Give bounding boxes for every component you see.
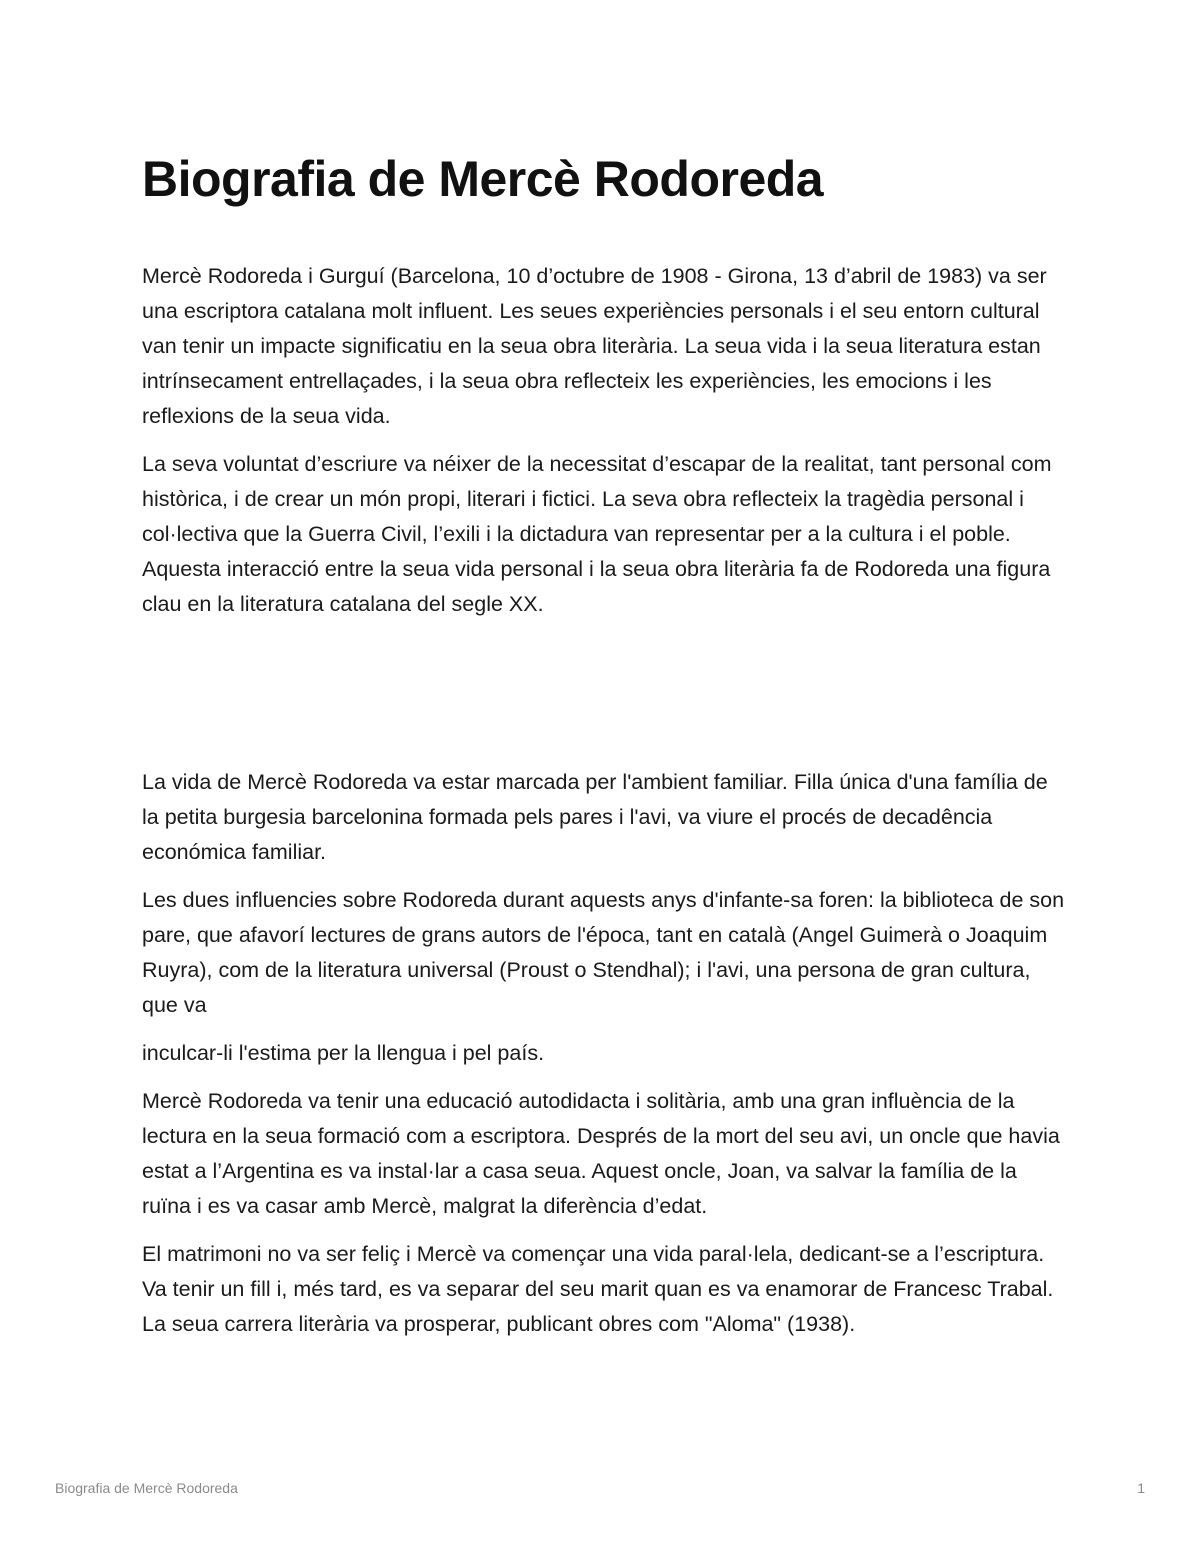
intro-section xyxy=(142,259,1067,622)
footer-title: Biografia de Mercè Rodoreda xyxy=(55,1480,238,1496)
page-number: 1 xyxy=(1137,1480,1145,1496)
page-title: Biografia de Mercè Rodoreda xyxy=(142,151,824,207)
paragraph: Mercè Rodoreda va tenir una educació autodidacta i solitària, amb una gran influència de la lectura en la seua formació com a escriptora. Després de la mort del seu avi, un oncle que havia estat a l’Argentina es va instal·lar a casa seua. Aquest oncle, Joan, va salvar la família de la ruïna i es va casar amb Mercè, malgrat la diferència d’edat. xyxy=(142,1089,1060,1218)
paragraph: La vida de Mercè Rodoreda va estar marcada per l'ambient familiar. Filla única d'una família de la petita burgesia barcelonina formada pels pares i l'avi, va viure el procés de decadência económica familiar. xyxy=(142,770,1048,864)
paragraph: Mercè Rodoreda i Gurguí (Barcelona, 10 d’octubre de 1908 - Girona, 13 d’abril de 1983) va ser una escriptora catalana molt influent. Les seues experiències personals i el seu entorn cultural van tenir un impacte significatiu en la seua obra literària. La seua vida i la seua literatura estan intrínsecament entrellaçades, i la seua obra reflecteix les experiències, les emocions i les reflexions de la seua vida. xyxy=(142,264,1047,428)
life-section xyxy=(142,765,1067,1342)
paragraph: Les dues influencies sobre Rodoreda durant aquests anys d'infante-sa foren: la biblioteca de son pare, que afavorí lectures de grans autors de l'época, tant en català (Angel Guimerà o Joaquim Ruyra), com de la literatura universal (Proust o Stendhal); i l'avi, una persona de gran cultura, que va xyxy=(142,888,1065,1017)
paragraph: inculcar-li l'estima per la llengua i pel país. xyxy=(142,1041,545,1065)
paragraph: El matrimoni no va ser feliç i Mercè va començar una vida paral·lela, dedicant-se a l’escriptura. Va tenir un fill i, més tard, es va separar del seu marit quan es va enamorar de Francesc Trabal. La seua carrera literària va prosperar, publicant obres com "Aloma" (1938). xyxy=(142,1242,1054,1336)
paragraph: La seva voluntat d’escriure va néixer de la necessitat d’escapar de la realitat, tant personal com històrica, i de crear un món propi, literari i fictici. La seva obra reflecteix la tragèdia personal i col·lectiva que la Guerra Civil, l’exili i la dictadura van representar per a la cultura i el poble. Aquesta interacció entre la seua vida personal i la seua obra literària fa de Rodoreda una figura clau en la literatura catalana del segle XX. xyxy=(142,452,1052,616)
